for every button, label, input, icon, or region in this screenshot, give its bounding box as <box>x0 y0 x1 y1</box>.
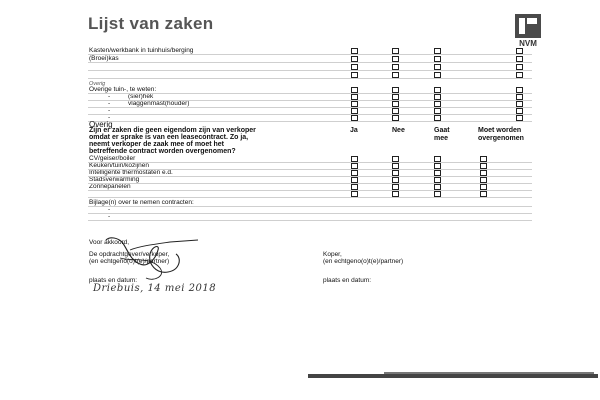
checkbox[interactable] <box>392 184 399 190</box>
checkbox[interactable] <box>392 56 399 62</box>
place-date-seller: plaats en datum: <box>89 277 138 284</box>
checkbox[interactable] <box>516 115 523 121</box>
column-header-nee: Nee <box>392 127 405 134</box>
buyer-label: Koper, <box>323 251 342 258</box>
checkbox[interactable] <box>351 72 358 78</box>
checkbox[interactable] <box>392 115 399 121</box>
dash: - <box>108 206 111 213</box>
checkbox[interactable] <box>392 163 399 169</box>
checkbox[interactable] <box>351 101 358 107</box>
question-line: omdat er sprake is van een leasecontract. Zo ja, <box>89 134 249 141</box>
place-date-buyer: plaats en datum: <box>323 277 372 284</box>
item-label: Stadsverwarming <box>89 176 140 183</box>
checkbox[interactable] <box>480 191 487 197</box>
checkbox[interactable] <box>351 108 358 114</box>
checkbox[interactable] <box>392 177 399 183</box>
checkbox[interactable] <box>434 184 441 190</box>
checkbox[interactable] <box>434 115 441 121</box>
handwritten-place-date: Driebuis, 14 mei 2018 <box>93 283 217 294</box>
checkbox[interactable] <box>480 184 487 190</box>
akkoord-label: Voor akkoord, <box>89 239 130 246</box>
buyer-sublabel: (en echtgeno(o)t(e)/partner) <box>323 258 404 265</box>
checkbox[interactable] <box>351 115 358 121</box>
column-header-gaat-mee <box>434 127 450 143</box>
item-label: CV/geiser/boiler <box>89 155 136 162</box>
checkbox[interactable] <box>480 177 487 183</box>
item-label: vlaggenmast(houder) <box>128 100 190 107</box>
column-header-line: mee <box>434 135 449 142</box>
overig-heading: Overig <box>89 120 113 129</box>
nvm-logo <box>515 14 541 50</box>
checkbox[interactable] <box>516 101 523 107</box>
checkbox[interactable] <box>434 177 441 183</box>
nvm-logo-icon <box>515 14 541 38</box>
checkbox[interactable] <box>392 64 399 70</box>
checkbox[interactable] <box>516 64 523 70</box>
checkbox[interactable] <box>516 108 523 114</box>
checkbox[interactable] <box>434 191 441 197</box>
checkbox[interactable] <box>516 87 523 93</box>
scan-artifact-bar <box>384 372 594 374</box>
page-title: Lijst van zaken <box>88 14 214 33</box>
section-caption: Overig <box>89 81 106 87</box>
checkbox[interactable] <box>392 72 399 78</box>
checkbox[interactable] <box>434 72 441 78</box>
checkbox[interactable] <box>480 156 487 162</box>
checkbox[interactable] <box>351 191 358 197</box>
dash: - <box>108 213 111 220</box>
column-header-line: Moet worden <box>478 127 522 134</box>
item-label: Intelligente thermostaten e.d. <box>89 169 173 176</box>
checkbox[interactable] <box>351 56 358 62</box>
checkbox[interactable] <box>434 163 441 169</box>
column-header-ja: Ja <box>350 127 358 134</box>
checkbox[interactable] <box>434 64 441 70</box>
dash: - <box>108 93 111 100</box>
checkbox[interactable] <box>516 94 523 100</box>
checkbox[interactable] <box>351 94 358 100</box>
handwritten-signature <box>100 228 210 284</box>
question-line: Zijn er zaken die geen eigendom zijn van verkoper <box>89 127 256 134</box>
checkbox[interactable] <box>480 163 487 169</box>
checkbox[interactable] <box>434 56 441 62</box>
checkbox[interactable] <box>392 48 399 54</box>
checkbox[interactable] <box>351 177 358 183</box>
checkbox[interactable] <box>351 170 358 176</box>
checkbox[interactable] <box>351 156 358 162</box>
checkbox[interactable] <box>434 94 441 100</box>
nvm-logo-text: NVM <box>519 39 537 48</box>
dash: - <box>108 107 111 114</box>
checkbox[interactable] <box>392 108 399 114</box>
item-label: (sier)hek <box>128 93 154 100</box>
checkbox[interactable] <box>392 170 399 176</box>
item-label: (Broei)kas <box>89 55 119 62</box>
checkbox[interactable] <box>351 87 358 93</box>
question-line: neemt verkoper de zaak mee of moet het <box>89 141 224 148</box>
checkbox[interactable] <box>351 48 358 54</box>
item-label: Zonnepanelen <box>89 183 131 190</box>
checkbox[interactable] <box>351 64 358 70</box>
checkbox[interactable] <box>434 108 441 114</box>
checkbox[interactable] <box>434 101 441 107</box>
checkbox[interactable] <box>434 156 441 162</box>
checkbox[interactable] <box>392 156 399 162</box>
checkbox[interactable] <box>434 48 441 54</box>
bijlage-label: Bijlage(n) over te nemen contracten: <box>89 199 194 206</box>
checkbox[interactable] <box>516 48 523 54</box>
checkbox[interactable] <box>434 87 441 93</box>
section-header: Overige tuin-, te weten: <box>89 86 157 93</box>
seller-sublabel: (en echtgeno(o)t(e)/partner) <box>89 258 170 265</box>
seller-label: De opdrachtgever/verkoper, <box>89 251 170 258</box>
column-header-line: overgenomen <box>478 135 524 142</box>
checkbox[interactable] <box>516 56 523 62</box>
checkbox[interactable] <box>434 170 441 176</box>
item-label: Kasten/werkbank in tuinhuis/berging <box>89 47 194 54</box>
scan-artifact-bar <box>308 374 598 378</box>
checkbox[interactable] <box>392 87 399 93</box>
question-line: betreffende contract worden overgenomen? <box>89 148 236 155</box>
checkbox[interactable] <box>392 191 399 197</box>
dash: - <box>108 100 111 107</box>
checkbox[interactable] <box>351 163 358 169</box>
checkbox[interactable] <box>392 101 399 107</box>
checkbox[interactable] <box>516 72 523 78</box>
checkbox[interactable] <box>351 184 358 190</box>
item-label: Keuken/tuin/kozijnen <box>89 162 149 169</box>
column-header-overgenomen <box>478 127 524 143</box>
checkbox[interactable] <box>392 94 399 100</box>
checkbox[interactable] <box>480 170 487 176</box>
column-header-line: Gaat <box>434 127 450 134</box>
dash: - <box>108 114 111 121</box>
